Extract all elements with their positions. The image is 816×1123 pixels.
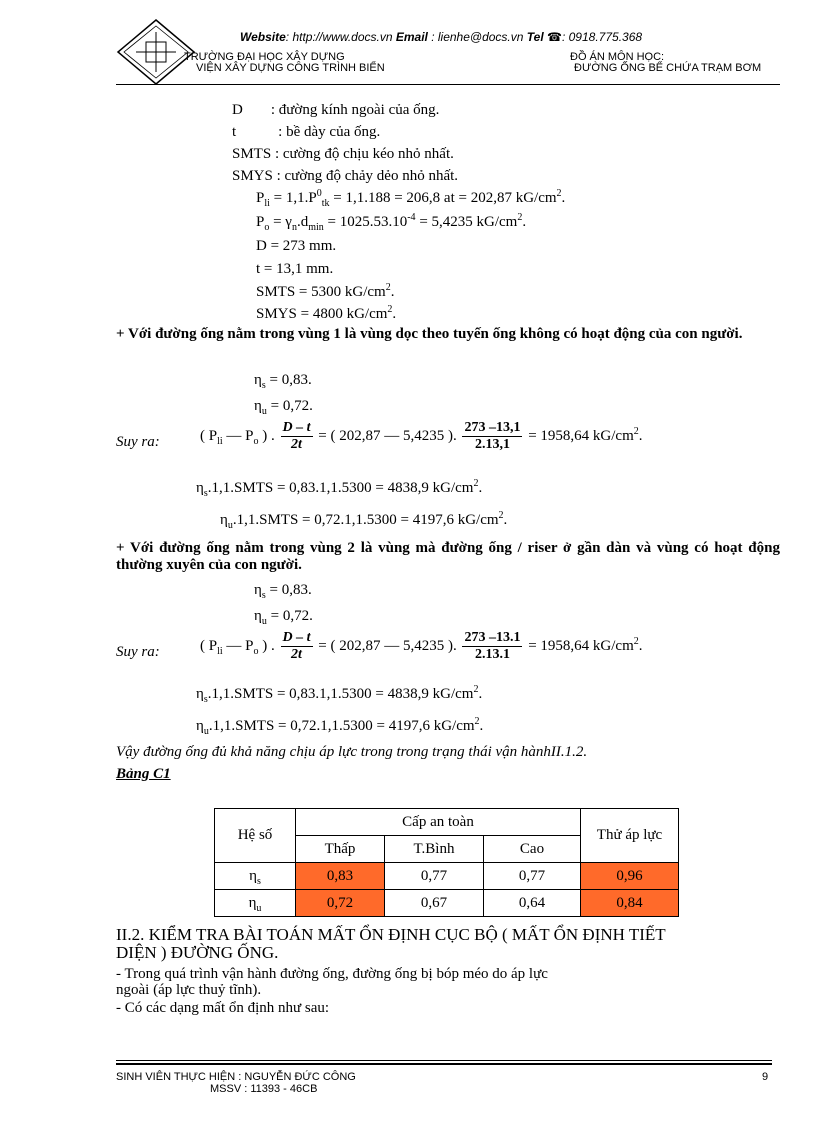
th-heso: Hệ số (215, 809, 296, 863)
eq-t: t = 13,1 mm. (256, 261, 334, 277)
zone1-suyra: Suy ra: (116, 434, 160, 450)
cell-value: 0,72 (296, 890, 385, 917)
table-row (215, 890, 679, 917)
footer-student: SINH VIÊN THỰC HIỆN : NGUYỄN ĐỨC CÔNG (116, 1071, 356, 1083)
cell-value: 0,64 (484, 890, 581, 917)
def-smts: SMTS : cường độ chịu kéo nhỏ nhất. (232, 146, 454, 162)
page-number: 9 (762, 1071, 769, 1083)
zone1-eq: ( $P_{li}$ — $P_o$ ) . $\frac{D - t}{2t}$ = ( 202,87 — 5,4235 ). $\frac{273 -13,1}{2.13,1}$ = 1958,64 $kG/cm^2$. (200, 420, 643, 452)
zone1-eta-u: $\eta_u = 0,72$. (254, 398, 313, 417)
header-school: TRƯỜNG ĐẠI HỌC XÂY DỰNG (184, 51, 345, 63)
zone1-line-u: $\eta_u.1,1.SMTS = 0,72.1,1.5300 = 4197,6$ $kG/cm^2$. (220, 510, 508, 531)
footer-mssv: MSSV : 11393 - 46CB (210, 1083, 318, 1095)
footer-rule (116, 1060, 772, 1061)
th-thap: Thấp (296, 836, 385, 863)
cell-value: 0,96 (581, 863, 679, 890)
def-t: t : bề dày của ống. (232, 124, 381, 140)
zone2-suyra: Suy ra: (116, 644, 160, 660)
row-sym: $\eta_s$ (215, 863, 296, 890)
safety-factor-table (214, 808, 679, 917)
conclusion: Vậy đường ống đủ khả năng chịu áp lực trong trong trạng thái vận hànhII.1.2. (116, 744, 588, 760)
table-title: Bảng C1 (116, 766, 171, 782)
paragraph-line1: - Trong quá trình vận hành đường ống, đường ống bị bóp méo do áp lực (116, 966, 548, 982)
zone2-eta-s: $\eta_s = 0,83$. (254, 582, 312, 601)
def-d: D : đường kính ngoài của ống. (232, 102, 440, 118)
th-cao: Cao (484, 836, 581, 863)
zone2-eta-u: $\eta_u = 0,72$. (254, 608, 313, 627)
paragraph-line3: - Có các dạng mất ổn định như sau: (116, 1000, 330, 1016)
eq-smts: SMTS = 5300 $kG/cm^2$. (256, 282, 395, 300)
section-title-line1: II.2. KIỂM TRA BÀI TOÁN MẤT ỔN ĐỊNH CỤC BỘ ( MẤT ỔN ĐỊNH TIẾT (116, 925, 666, 944)
zone1-line-s: $\eta_s.1,1.SMTS = 0,83.1,1.5300 = 4838,9$ $kG/cm^2$. (196, 478, 483, 499)
cell-value: 0,83 (296, 863, 385, 890)
def-smys: SMYS : cường độ chảy dẻo nhỏ nhất. (232, 168, 459, 184)
zone1-heading: + Với đường ống nằm trong vùng 1 là vùng dọc theo tuyến ống không có hoạt động của con người. (116, 326, 743, 342)
footer-rule-thick (116, 1063, 772, 1065)
paragraph-line2: ngoài (áp lực thuỷ tĩnh). (116, 982, 262, 998)
cell-value: 0,84 (581, 890, 679, 917)
zone1-eta-s: $\eta_s = 0,83$. (254, 372, 312, 391)
section-title-line2: DIỆN ) ĐƯỜNG ỐNG. (116, 943, 279, 962)
cell-value: 0,67 (385, 890, 484, 917)
eq-pli: $P_{li} = 1,1.P^0_{tk} = 1,1.188 = 206,8$ at = 202,87 $kG/cm^2$. (256, 188, 566, 209)
row-sym: $\eta_u$ (215, 890, 296, 917)
phone-icon: ☎ (547, 30, 562, 44)
eq-po: $P_o = \gamma_n.d_{min} = 1025.53.10^{-4} = 5,4235$ $kG/cm^2$. (256, 212, 527, 233)
zone2-heading: + Với đường ống nằm trong vùng 2 là vùng mà đường ống / riser ở gần dàn và vùng có hoạt động thường xuyên của con người. (116, 540, 780, 573)
header-institute: VIỆN XÂY DỰNG CÔNG TRÌNH BIỂN (196, 62, 385, 74)
cell-value: 0,77 (484, 863, 581, 890)
cell-value: 0,77 (385, 863, 484, 890)
header-topic: ĐƯỜNG ỐNG BỂ CHỨA TRẠM BƠM (574, 62, 762, 74)
th-capantoan: Cấp an toàn (296, 809, 581, 836)
header-rule (116, 84, 780, 85)
eq-smys: SMYS = 4800 $kG/cm^2$. (256, 304, 397, 322)
zone2-eq: ( $P_{li}$ — $P_o$ ) . $\frac{D - t}{2t}$ = ( 202,87 — 5,4235 ). $\frac{273 -13.1}{2.13.1}$ = 1958,64 $kG/cm^2$. (200, 630, 643, 662)
eq-d: D = 273 mm. (256, 238, 337, 254)
th-tbinh: T.Bình (385, 836, 484, 863)
th-thuapluc: Thử áp lực (581, 809, 679, 863)
header-project: ĐỒ ÁN MÔN HỌC: (570, 51, 665, 63)
zone2-line-u: $\eta_u.1,1.SMTS = 0,72.1,1.5300 = 4197,6$ $kG/cm^2$. (196, 716, 484, 737)
table-row (215, 863, 679, 890)
header-contact: Website: http://www.docs.vn Email : lienhe@docs.vn Tel ☎: 0918.775.368 (240, 30, 643, 44)
zone2-line-s: $\eta_s.1,1.SMTS = 0,83.1,1.5300 = 4838,9$ $kG/cm^2$. (196, 684, 483, 705)
